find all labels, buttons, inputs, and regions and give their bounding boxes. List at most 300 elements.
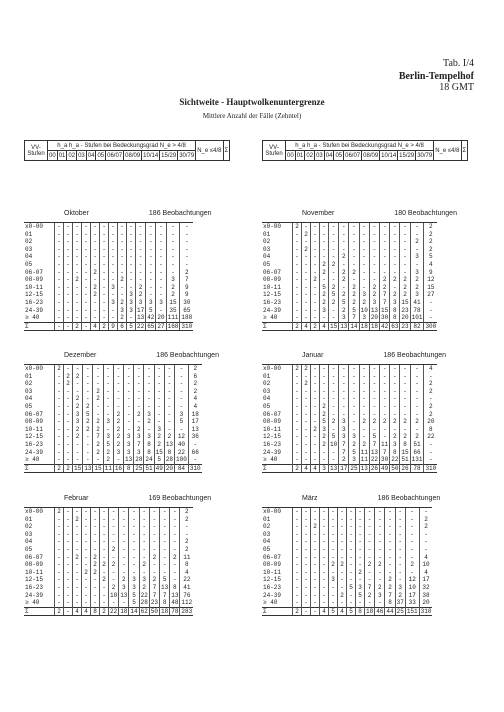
- table-cell: 2: [339, 291, 349, 299]
- table-cell: 27: [424, 291, 437, 299]
- table-cell: -: [100, 291, 109, 299]
- ne-label: N_e ≤4/8: [196, 141, 223, 161]
- table-cell: -: [339, 365, 349, 373]
- table-cell: -: [400, 380, 410, 388]
- table-cell: -: [302, 426, 311, 434]
- table-cell: 2: [424, 380, 437, 388]
- table-cell: -: [170, 576, 180, 584]
- table-cell: 17: [419, 576, 432, 584]
- table-cell: 2: [180, 538, 193, 546]
- table-cell: -: [73, 531, 82, 539]
- table-cell: -: [64, 426, 73, 434]
- table-cell: -: [64, 223, 73, 231]
- table-cell: 2: [73, 403, 83, 411]
- table-cell: -: [349, 426, 359, 434]
- table-cell: -: [359, 426, 369, 434]
- table-cell: -: [369, 395, 379, 403]
- table-cell: -: [380, 411, 390, 419]
- row-label: 08-09: [25, 276, 44, 284]
- table-cell: -: [164, 426, 174, 434]
- table-cell: -: [170, 538, 180, 546]
- table-cell: -: [293, 269, 302, 277]
- table-cell: -: [109, 599, 119, 607]
- table-cell: 2: [93, 388, 103, 396]
- table-cell: -: [369, 269, 379, 277]
- table-cell: -: [100, 584, 109, 592]
- row-label: ≥ 40: [263, 314, 278, 322]
- table-cell: -: [359, 395, 369, 403]
- table-cell: -: [175, 388, 189, 396]
- table-cell: -: [356, 554, 365, 562]
- table-cell: -: [349, 253, 359, 261]
- table-cell: -: [82, 276, 91, 284]
- table-cell: -: [380, 261, 390, 269]
- table-cell: -: [356, 516, 365, 524]
- table-cell: -: [338, 599, 347, 607]
- table-cell: 3: [127, 291, 136, 299]
- table-cell: 2: [390, 418, 400, 426]
- table-cell: -: [160, 516, 170, 524]
- sum-cell: 2: [293, 322, 302, 331]
- table-cell: -: [369, 238, 379, 246]
- table-row: [262, 523, 432, 531]
- table-cell: 7: [93, 433, 103, 441]
- table-cell: -: [119, 508, 129, 516]
- table-cell: 28: [165, 456, 174, 464]
- table-cell: -: [64, 411, 73, 419]
- table-cell: 12: [424, 276, 437, 284]
- table-cell: -: [64, 546, 73, 554]
- table-cell: -: [339, 238, 349, 246]
- table-cell: -: [302, 546, 311, 554]
- sum-cell: 25: [396, 607, 404, 615]
- table-cell: 2: [91, 569, 100, 577]
- table-cell: -: [311, 261, 320, 269]
- table-cell: -: [395, 554, 405, 562]
- table-cell: -: [311, 592, 320, 600]
- table-cell: 13: [120, 591, 128, 599]
- table-cell: 11: [381, 440, 389, 448]
- table-cell: 8: [144, 449, 154, 457]
- sum-cell: 13: [360, 464, 368, 472]
- table-cell: 2: [385, 576, 395, 584]
- table-cell: -: [311, 456, 320, 464]
- table-cell: -: [103, 426, 113, 434]
- table-cell: -: [55, 516, 64, 524]
- table-cell: -: [339, 403, 349, 411]
- sum-cell: 13: [330, 464, 338, 472]
- table-cell: -: [149, 569, 159, 577]
- table-cell: -: [109, 516, 119, 524]
- table-cell: -: [83, 380, 93, 388]
- table-cell: 8: [400, 441, 410, 449]
- table-cell: -: [124, 403, 134, 411]
- table-cell: 3: [127, 299, 136, 307]
- row-label: 08-09: [263, 561, 282, 569]
- sum-row: [262, 607, 432, 616]
- table-cell: -: [347, 554, 356, 562]
- table-cell: -: [302, 441, 311, 449]
- table-row: [262, 395, 437, 403]
- sum-cell: 15: [94, 464, 102, 472]
- table-cell: 15: [424, 284, 437, 292]
- table-cell: -: [410, 223, 424, 231]
- table-cell: -: [91, 314, 100, 322]
- table-cell: 5: [175, 418, 189, 426]
- month-heading: [302, 495, 440, 502]
- table-cell: 3: [320, 307, 329, 315]
- table-cell: -: [64, 403, 73, 411]
- table-cell: -: [338, 554, 347, 562]
- table-cell: -: [146, 223, 156, 231]
- table-cell: -: [302, 238, 311, 246]
- table-cell: 2: [180, 269, 193, 277]
- table-cell: -: [320, 592, 329, 600]
- sum-cell: 2: [100, 322, 109, 331]
- table-cell: -: [302, 523, 311, 531]
- table-cell: -: [160, 561, 170, 569]
- table-cell: -: [109, 576, 119, 584]
- table-cell: -: [170, 531, 180, 539]
- table-cell: -: [100, 261, 109, 269]
- table-cell: -: [170, 569, 180, 577]
- table-cell: 2: [380, 418, 390, 426]
- table-cell: 2: [320, 403, 329, 411]
- table-cell: 10: [330, 440, 338, 448]
- table-cell: -: [73, 592, 82, 600]
- table-cell: -: [311, 314, 320, 322]
- table-cell: -: [369, 246, 379, 254]
- row-label: 16-23: [25, 440, 44, 448]
- table-cell: -: [100, 299, 109, 307]
- month-name: Januar: [302, 352, 324, 359]
- sum-cell: 78: [171, 607, 179, 615]
- table-cell: -: [175, 365, 189, 373]
- table-cell: 2: [73, 433, 83, 441]
- sum-cell: 4: [338, 607, 347, 616]
- table-cell: -: [400, 411, 410, 419]
- table-cell: 8: [390, 314, 400, 322]
- table-cell: -: [390, 223, 400, 231]
- sum-row: [24, 322, 193, 331]
- table-cell: 3: [134, 433, 144, 441]
- table-cell: -: [385, 561, 395, 569]
- sum-cell: -: [64, 322, 73, 331]
- table-cell: 5: [160, 576, 170, 584]
- table-cell: -: [356, 576, 365, 584]
- row-label: 03: [263, 245, 271, 253]
- page-subtitle: Mittlere Anzahl der Fälle (Zehntel): [202, 112, 302, 120]
- table-cell: -: [154, 388, 164, 396]
- sum-cell: 4: [320, 322, 329, 331]
- table-cell: 28: [135, 456, 143, 464]
- table-cell: -: [139, 554, 149, 562]
- table-cell: -: [146, 261, 156, 269]
- table-cell: 2: [424, 223, 437, 231]
- table-cell: -: [320, 569, 329, 577]
- table-cell: -: [375, 516, 385, 524]
- table-cell: -: [424, 441, 437, 449]
- table-cell: -: [359, 253, 369, 261]
- month-name: März: [302, 495, 318, 502]
- table-cell: -: [347, 599, 356, 607]
- table-cell: -: [139, 546, 149, 554]
- table-cell: -: [170, 508, 180, 516]
- table-cell: -: [302, 569, 311, 577]
- column-label: 15/29: [161, 152, 177, 159]
- table-cell: -: [329, 449, 339, 457]
- table-cell: 15: [401, 298, 409, 306]
- table-cell: -: [419, 546, 432, 554]
- table-cell: -: [293, 388, 302, 396]
- table-cell: -: [390, 284, 400, 292]
- table-cell: -: [329, 584, 338, 592]
- table-cell: -: [100, 599, 109, 607]
- sum-cell: 4: [320, 607, 329, 616]
- table-cell: -: [410, 411, 424, 419]
- sum-cell: 4: [302, 464, 311, 473]
- table-cell: -: [124, 395, 134, 403]
- table-cell: -: [127, 276, 136, 284]
- table-cell: -: [64, 599, 73, 607]
- table-cell: -: [118, 284, 127, 292]
- table-cell: -: [338, 508, 347, 516]
- sum-cell: 17: [340, 464, 348, 472]
- table-cell: -: [55, 546, 64, 554]
- table-cell: -: [118, 253, 127, 261]
- table-cell: -: [160, 508, 170, 516]
- row-label: 03: [263, 530, 271, 538]
- row-label: ≥ 40: [25, 314, 40, 322]
- table-cell: -: [82, 592, 91, 600]
- table-cell: -: [320, 508, 329, 516]
- table-cell: -: [369, 276, 379, 284]
- table-cell: -: [302, 395, 311, 403]
- sum-cell: -: [311, 607, 320, 616]
- table-cell: 5: [320, 418, 329, 426]
- table-cell: -: [64, 284, 73, 292]
- table-cell: -: [82, 231, 91, 239]
- table-cell: -: [349, 373, 359, 381]
- table-cell: -: [91, 238, 100, 246]
- table-cell: -: [73, 584, 82, 592]
- table-cell: -: [302, 388, 311, 396]
- table-row: [24, 411, 202, 419]
- table-cell: -: [302, 284, 311, 292]
- table-cell: 30: [180, 299, 193, 307]
- column-label: 01: [58, 152, 66, 159]
- table-row: [262, 584, 432, 592]
- table-cell: -: [139, 569, 149, 577]
- table-cell: -: [73, 523, 82, 531]
- table-cell: -: [118, 261, 127, 269]
- month-name: Dezember: [64, 352, 97, 359]
- sum-cell: 22: [137, 322, 145, 330]
- table-row: [262, 284, 437, 292]
- table-cell: -: [188, 456, 201, 464]
- table-cell: 2: [91, 291, 100, 299]
- table-cell: 3: [144, 433, 154, 441]
- sum-cell: 6: [118, 322, 127, 331]
- table-cell: 13: [165, 440, 174, 448]
- table-cell: 3: [410, 269, 424, 277]
- table-cell: -: [166, 269, 180, 277]
- table-cell: -: [124, 411, 134, 419]
- table-cell: -: [385, 546, 395, 554]
- table-cell: -: [91, 523, 100, 531]
- table-cell: -: [55, 426, 64, 434]
- table-cell: -: [329, 246, 339, 254]
- table-cell: -: [55, 395, 64, 403]
- observation-count: 186 Beobachtungen: [377, 495, 441, 502]
- table-cell: -: [356, 531, 365, 539]
- table-cell: -: [302, 508, 311, 516]
- sum-cell: 78: [410, 464, 424, 473]
- sum-label: Σ: [24, 464, 55, 473]
- table-cell: -: [144, 395, 154, 403]
- table-cell: 5: [129, 599, 139, 607]
- table-cell: -: [146, 276, 156, 284]
- table-cell: -: [100, 307, 109, 315]
- table-cell: -: [405, 531, 419, 539]
- table-cell: -: [395, 546, 405, 554]
- table-cell: -: [64, 441, 73, 449]
- table-cell: -: [64, 307, 73, 315]
- sum-cell: 8: [124, 464, 134, 473]
- table-cell: -: [385, 531, 395, 539]
- table-cell: 5: [83, 411, 93, 419]
- table-cell: -: [339, 388, 349, 396]
- table-cell: -: [375, 569, 385, 577]
- table-cell: -: [390, 246, 400, 254]
- table-cell: -: [405, 523, 419, 531]
- sum-cell: 82: [410, 322, 424, 331]
- table-cell: -: [91, 531, 100, 539]
- table-cell: -: [293, 599, 302, 607]
- table-cell: -: [139, 508, 149, 516]
- table-cell: -: [134, 373, 144, 381]
- table-cell: -: [410, 231, 424, 239]
- sum-label: Σ: [24, 607, 55, 616]
- table-cell: -: [311, 546, 320, 554]
- table-cell: 38: [419, 592, 432, 600]
- table-cell: -: [160, 546, 170, 554]
- table-cell: -: [149, 523, 159, 531]
- table-cell: -: [119, 599, 129, 607]
- observation-count: 180 Beobachtungen: [394, 210, 457, 217]
- table-cell: 2: [149, 576, 159, 584]
- table-cell: -: [144, 403, 154, 411]
- table-cell: -: [311, 538, 320, 546]
- table-cell: -: [129, 561, 139, 569]
- table-cell: -: [136, 276, 146, 284]
- table-cell: -: [410, 261, 424, 269]
- sum-cell: -: [64, 607, 73, 616]
- table-cell: 33: [405, 599, 419, 607]
- table-cell: -: [293, 253, 302, 261]
- row-label: 04: [25, 538, 33, 546]
- table-cell: -: [424, 373, 437, 381]
- table-cell: -: [64, 561, 73, 569]
- table-cell: -: [302, 299, 311, 307]
- sum-cell: -: [82, 322, 91, 331]
- row-label: 16-23: [263, 440, 282, 448]
- table-cell: 2: [91, 284, 100, 292]
- table-cell: 8: [144, 441, 154, 449]
- table-cell: -: [320, 546, 329, 554]
- table-cell: -: [64, 516, 73, 524]
- table-cell: 22: [140, 591, 148, 599]
- table-cell: -: [302, 418, 311, 426]
- table-cell: 2: [320, 433, 329, 441]
- table-cell: -: [109, 238, 118, 246]
- table-cell: 2: [349, 269, 359, 277]
- table-cell: -: [134, 403, 144, 411]
- sum-cell: 18: [120, 607, 128, 615]
- sum-label: Σ: [262, 322, 293, 331]
- table-cell: -: [311, 388, 320, 396]
- table-row: [262, 380, 437, 388]
- table-cell: -: [320, 231, 329, 239]
- table-cell: 2: [311, 523, 320, 531]
- table-cell: -: [180, 246, 193, 254]
- table-cell: -: [329, 395, 339, 403]
- row-label: 01: [263, 372, 271, 380]
- table-cell: 2: [365, 592, 375, 600]
- table-cell: 2: [320, 441, 329, 449]
- row-label: 01: [25, 515, 33, 523]
- sum-cell: 2: [293, 607, 302, 616]
- table-cell: 30: [381, 456, 389, 464]
- table-cell: -: [349, 246, 359, 254]
- table-cell: 15: [166, 299, 180, 307]
- table-row: [262, 426, 437, 434]
- table-cell: 3: [349, 456, 359, 464]
- table-cell: -: [311, 231, 320, 239]
- sum-cell: 8: [356, 607, 365, 616]
- table-cell: 3: [339, 433, 349, 441]
- table-cell: 2: [64, 380, 73, 388]
- table-cell: -: [64, 261, 73, 269]
- table-cell: -: [156, 231, 166, 239]
- table-cell: -: [55, 291, 64, 299]
- table-cell: -: [365, 554, 375, 562]
- table-cell: 12: [405, 576, 419, 584]
- table-cell: -: [311, 433, 320, 441]
- table-cell: -: [375, 538, 385, 546]
- table-cell: -: [160, 554, 170, 562]
- row-label: 24-39: [263, 306, 282, 314]
- table-cell: -: [55, 584, 64, 592]
- table-cell: -: [390, 238, 400, 246]
- table-cell: -: [73, 223, 82, 231]
- table-cell: -: [302, 592, 311, 600]
- table-cell: -: [134, 395, 144, 403]
- table-cell: 2: [83, 418, 93, 426]
- table-cell: -: [410, 395, 424, 403]
- table-cell: -: [82, 584, 91, 592]
- table-cell: -: [339, 284, 349, 292]
- table-cell: 23: [150, 599, 159, 607]
- table-cell: 2: [359, 441, 369, 449]
- table-cell: 2: [109, 546, 119, 554]
- sum-cell: 9: [109, 322, 118, 331]
- table-cell: -: [311, 380, 320, 388]
- table-cell: -: [109, 246, 118, 254]
- table-cell: -: [109, 276, 118, 284]
- column-label: 02: [306, 152, 314, 159]
- table-cell: -: [390, 395, 400, 403]
